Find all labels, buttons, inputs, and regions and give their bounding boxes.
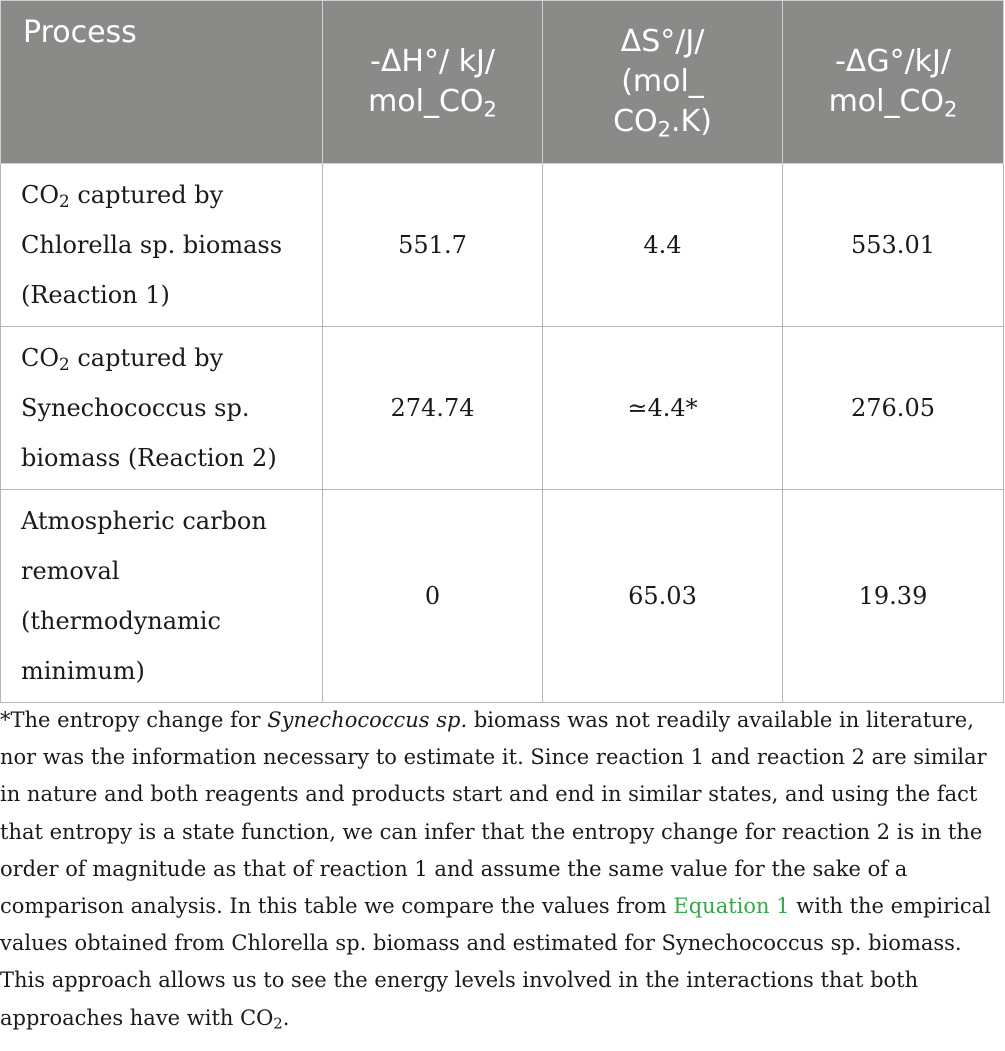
cell-line: $CO_2$ captured by (21, 181, 224, 212)
enthalpy-cell: 0 (323, 490, 543, 703)
table-row (1, 327, 1004, 490)
cell-line: (Reaction 1) (21, 281, 170, 309)
cell-line: biomass (Reaction 2) (21, 444, 277, 472)
cell-line: (thermodynamic (21, 607, 221, 635)
header-row (1, 1, 1004, 164)
process-cell (1, 327, 323, 490)
enthalpy-cell: 551.7 (323, 164, 543, 327)
entropy-cell: 4.4 (543, 164, 783, 327)
cell-line: Chlorella sp. biomass (21, 231, 283, 259)
footnote-species: Synechococcus sp. (267, 708, 468, 732)
footnote-text-1: *The entropy change for (0, 708, 268, 732)
process-cell (1, 490, 323, 703)
cell-line: ΔS°/J/ (620, 24, 705, 59)
entropy-cell: ≃4.4* (543, 327, 783, 490)
gibbs-cell: 276.05 (783, 327, 1004, 490)
gibbs-cell: 553.01 (783, 164, 1004, 327)
table-row (1, 490, 1004, 703)
cell-line: $mol\_CO_2$ (828, 84, 958, 122)
header-entropy (543, 1, 783, 164)
entropy-cell: 65.03 (543, 490, 783, 703)
cell-line: -ΔG°/kJ/ (834, 44, 952, 79)
header-enthalpy (323, 1, 543, 164)
footnote-text-4: . (282, 1005, 290, 1030)
cell-line: (mol_ (621, 64, 704, 99)
header-process (1, 1, 323, 164)
cell-line: $mol\_CO_2$ (368, 84, 497, 122)
equation-1-link[interactable]: Equation 1 (673, 894, 790, 919)
gibbs-cell: 19.39 (783, 490, 1004, 703)
header-gibbs (783, 1, 1004, 164)
cell-line: removal (21, 557, 120, 585)
enthalpy-cell: 274.74 (323, 327, 543, 490)
cell-line: minimum) (21, 657, 145, 685)
cell-line: Process (23, 15, 137, 50)
cell-line: $CO_2$ captured by (21, 344, 224, 375)
cell-line: Atmospheric carbon (21, 507, 267, 535)
cell-line: -ΔH°/ kJ/ (370, 44, 495, 79)
process-cell (1, 164, 323, 327)
footnote-text-2: biomass was not readily available in literature, nor was the information necessary to estimate it. Since reaction 1 and reaction 2 are similar in nature and both reagents and products start and end in similar states, and using the fact that entropy is a state function, we can infer that the entropy change for reaction 2 is in the order of magnitude as that of reaction 1 and assume the same value for the sake of a comparison analysis. In this table we compare the values from (0, 708, 987, 919)
table-row (1, 164, 1004, 327)
footnote-text-3: with the empirical values obtained from Chlorella sp. biomass and estimated for Synechococcus sp. biomass. This approach allows us to see the energy levels involved in the interactions that both approaches have with CO (0, 894, 991, 1030)
footnote-subscript: 2 (273, 1015, 283, 1033)
cell-line: Synechococcus sp. (21, 394, 250, 422)
cell-line: $CO_2.K$) (613, 104, 712, 142)
table-footnote (0, 702, 1000, 1037)
